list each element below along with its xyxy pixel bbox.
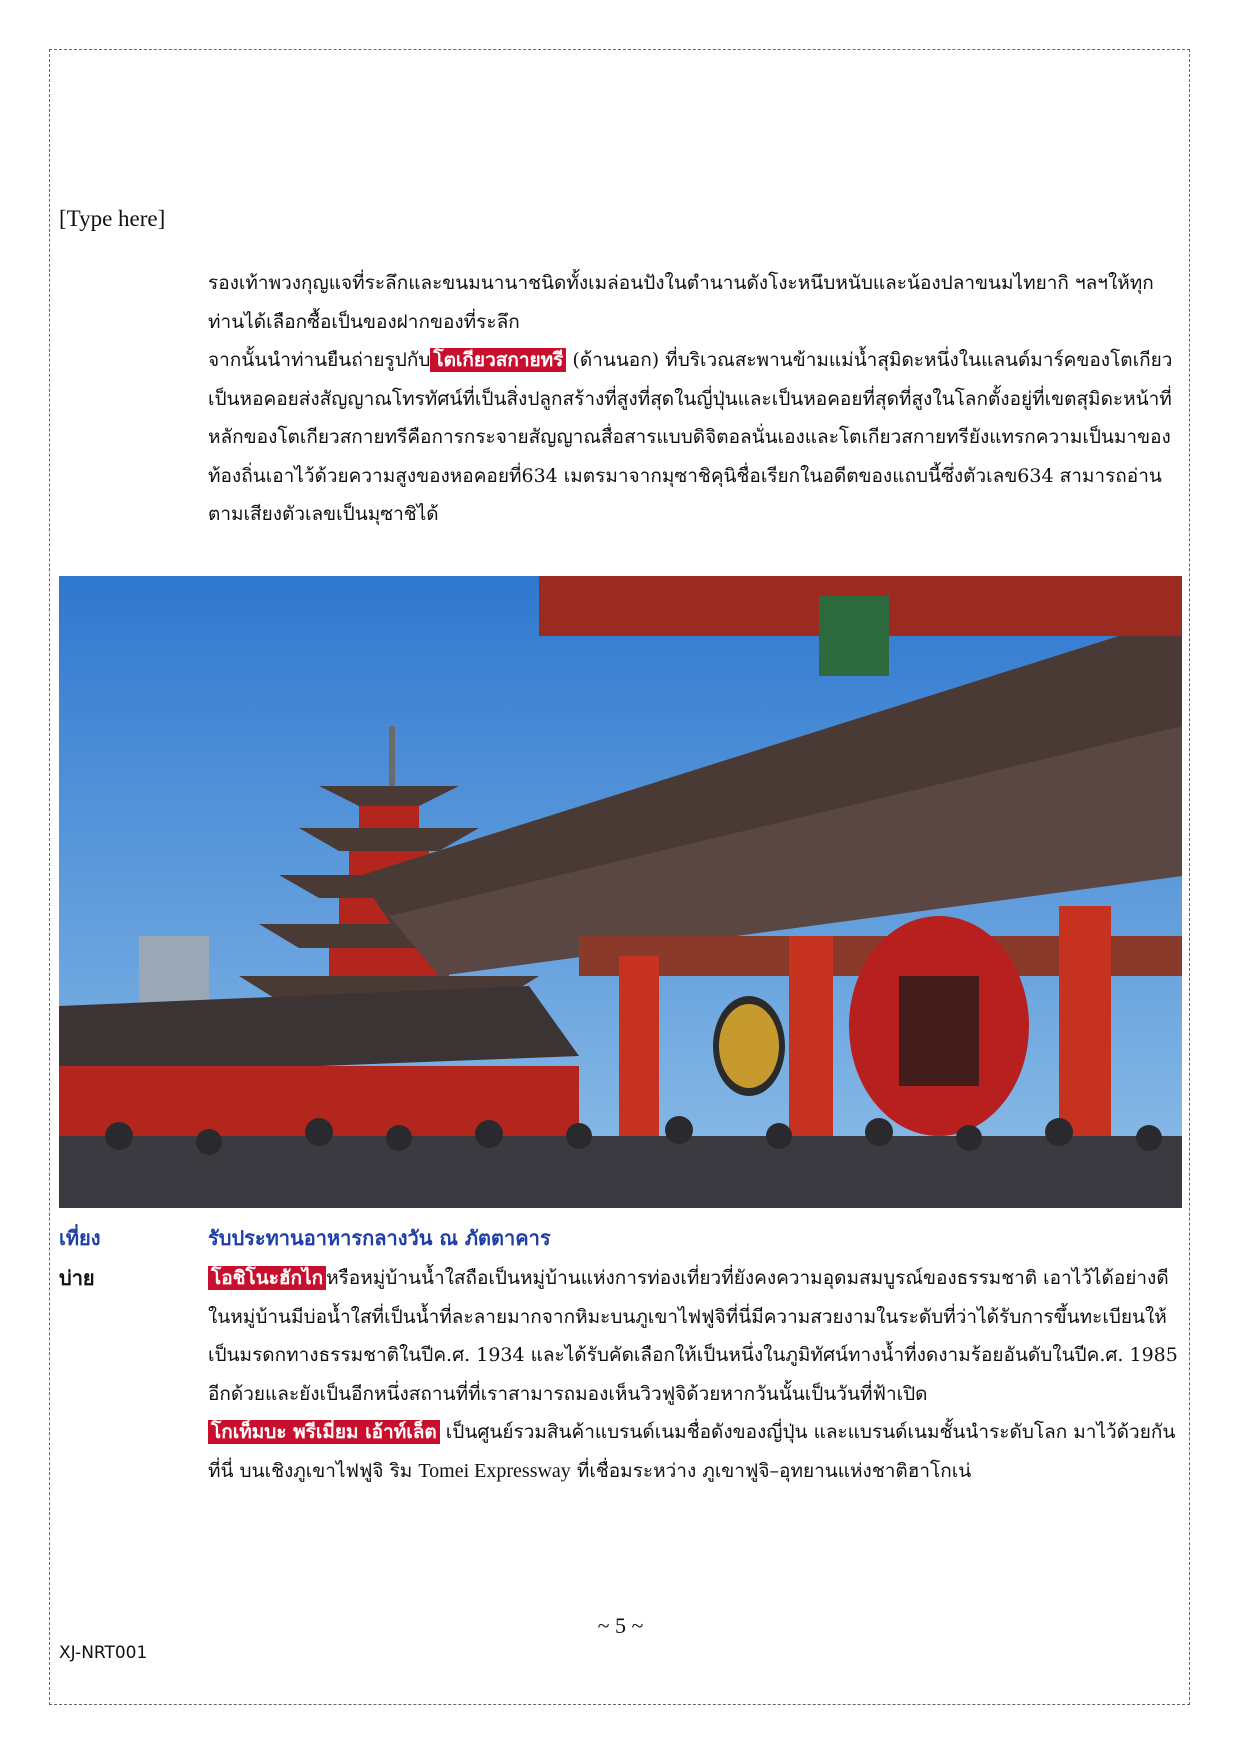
- time-label-afternoon: บ่าย: [59, 1266, 95, 1290]
- document-code: XJ-NRT001: [59, 1643, 148, 1663]
- header-placeholder: [Type here]: [59, 206, 166, 231]
- tomei-expressway: Tomei Expressway: [418, 1459, 571, 1482]
- schedule-afternoon: [59, 1259, 1183, 1549]
- intro-line-souvenir: รองเท้าพวงกุญแจที่ระลึกและขนมนานาชนิดทั้งเมล่อนปังในตำนานดังโงะหนึบหนับและน้องปลาขนมไทยากิ ฯลฯให้ทุกท่านได้เลือกซื้อเป็นของฝากของที่ระลึก: [208, 272, 1154, 333]
- temple-photo-illustration: [59, 576, 1182, 1208]
- gotemba-text-1: เป็นศูนย์รวมสินค้าแบรนด์เนมชื่อดังของญี่ปุ่น และแบรนด์เนมชั้นนำระดับโลก มาไว้ด้วยกันที่นี่ บนเชิงภูเขาไฟฟูจิ ริม: [208, 1421, 1176, 1482]
- gotemba-text-2: ที่เชื่อมระหว่าง ภูเขาฟูจิ–อุทยานแห่งชาติฮาโกเน่: [570, 1459, 972, 1482]
- afternoon-description: [208, 1259, 1183, 1490]
- temple-photo: [59, 576, 1182, 1208]
- oshino-hakkai-highlight: โอชิโนะฮักไก: [208, 1266, 326, 1290]
- time-label-noon: เที่ยง: [59, 1226, 101, 1250]
- schedule-noon: [59, 1219, 1183, 1259]
- page-number: ~ 5 ~: [597, 1613, 644, 1638]
- skytree-text-pre: จากนั้นนำท่านยืนถ่ายรูปกับ: [208, 349, 431, 371]
- gotemba-outlet-highlight: โกเท็มบะ พรีเมี่ยม เอ้าท์เล็ต: [208, 1420, 440, 1444]
- oshino-hakkai-text: หรือหมู่บ้านน้ำใสถือเป็นหมู่บ้านแห่งการท่องเที่ยวที่ยังคงความอุดมสมบูรณ์ของธรรมชาติ เอาไว้ได้อย่างดีในหมู่บ้านมีบ่อน้ำใสที่เป็นน้ำที่ละลายมากจากหิมะบนภูเขาไฟฟูจิที่นี่มีความสวยงามในระดับที่ว่าได้รับการขึ้นทะเบียนให้เป็นมรดกทางธรรมชาติในปีค.ศ. 1934 และได้รับคัดเลือกให้เป็นหนึ่งในภูมิทัศน์ทางน้ำที่งดงามร้อยอันดับในปีค.ศ. 1985 อีกด้วยและยังเป็นอีกหนึ่งสถานที่ที่เราสามารถมองเห็นวิวฟูจิด้วยหากวันนั้นเป็นวันที่ฟ้าเปิด: [208, 1267, 1178, 1405]
- skytree-highlight: โตเกียวสกายทรี: [430, 348, 566, 372]
- lunch-text: รับประทานอาหารกลางวัน ณ ภัตตาคาร: [208, 1226, 551, 1250]
- intro-paragraph: [208, 264, 1183, 534]
- skytree-text-post: (ด้านนอก) ที่บริเวณสะพานข้ามแม่น้ำสุมิดะหนึ่งในแลนด์มาร์คของโตเกียวเป็นหอคอยส่งสัญญาณโทรทัศน์ที่เป็นสิ่งปลูกสร้างที่สูงที่สุดในญี่ปุ่นและเป็นหอคอยที่สุดที่สูงในโลกตั้งอยู่ที่เขตสุมิดะหน้าที่หลักของโตเกียวสกายทรีคือการกระจายสัญญาณสื่อสารแบบดิจิตอลนั่นเองและโตเกียวสกายทรียังแทรกความเป็นมาของท้องถิ่นเอาไว้ด้วยความสูงของหอคอยที่634 เมตรมาจากมุซาชิคุนิชื่อเรียกในอดีตของแถบนี้ซึ่งตัวเลข634 สามารถอ่านตามเสียงตัวเลขเป็นมุซาชิได้: [208, 349, 1173, 525]
